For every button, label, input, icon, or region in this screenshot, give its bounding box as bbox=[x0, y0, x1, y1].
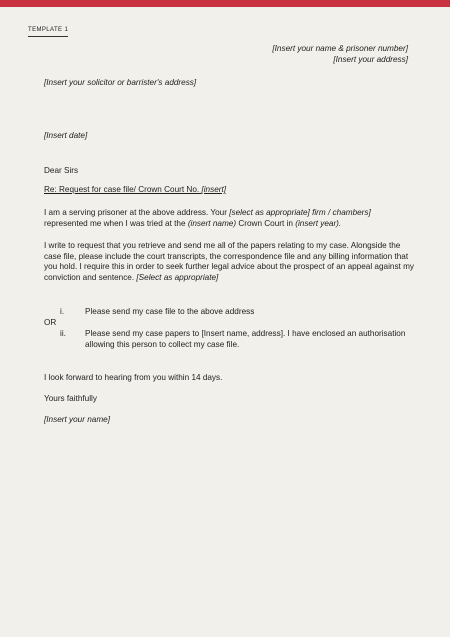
greeting: Dear Sirs bbox=[44, 166, 79, 175]
letter-date: [Insert date] bbox=[44, 131, 88, 140]
sender-address-line: [Insert your address] bbox=[333, 54, 408, 64]
request-placeholder: [Select as appropriate] bbox=[136, 272, 219, 282]
intro-placeholder-1: [select as appropriate] bbox=[229, 208, 310, 217]
sender-block bbox=[158, 44, 408, 65]
template-label-rule bbox=[28, 36, 68, 37]
intro-text-4: Crown Court in bbox=[236, 218, 296, 228]
closing-salutation: Yours faithfully bbox=[44, 394, 97, 403]
accent-bar bbox=[0, 0, 450, 7]
option-2-text: Please send my case papers to [Insert name, address]. I have enclosed an authorisation allowing this person to collect my case file. bbox=[85, 329, 406, 349]
intro-text-2: firm / chambers] bbox=[309, 208, 371, 217]
option-1-text: Please send my case file to the above address bbox=[85, 307, 255, 316]
signature-placeholder: [Insert your name] bbox=[44, 415, 110, 424]
sender-name-line: [Insert your name & prisoner number] bbox=[272, 44, 408, 53]
paragraph-intro bbox=[44, 208, 416, 229]
intro-placeholder-3: (insert year). bbox=[295, 218, 342, 228]
intro-placeholder-2: (insert name) bbox=[187, 218, 237, 228]
recipient-address: [Insert your solicitor or barrister's address] bbox=[44, 78, 197, 87]
subject-text: Re: Request for case file/ Crown Court No. bbox=[44, 185, 202, 194]
request-text: I write to request that you retrieve and send me all of the papers relating to my case. Alongside the case file, please include the court transcripts, the correspondence file and any billing information that you hold. I require this in order to seek further legal advice about the prospect of an appeal against my conviction and sentence. bbox=[44, 241, 415, 282]
or-label: OR bbox=[44, 318, 57, 327]
subject-placeholder: [insert] bbox=[201, 185, 227, 194]
paragraph-closing: I look forward to hearing from you within 14 days. bbox=[44, 373, 223, 382]
intro-text-1: I am a serving prisoner at the above address. Your bbox=[44, 208, 230, 217]
subject-line bbox=[44, 185, 226, 196]
option-1-number: i. bbox=[60, 307, 65, 316]
template-label: TEMPLATE 1 bbox=[28, 27, 69, 33]
option-2-number: ii. bbox=[60, 329, 66, 338]
paragraph-request bbox=[44, 241, 416, 283]
intro-text-3: represented me when I was tried at the bbox=[44, 218, 188, 228]
